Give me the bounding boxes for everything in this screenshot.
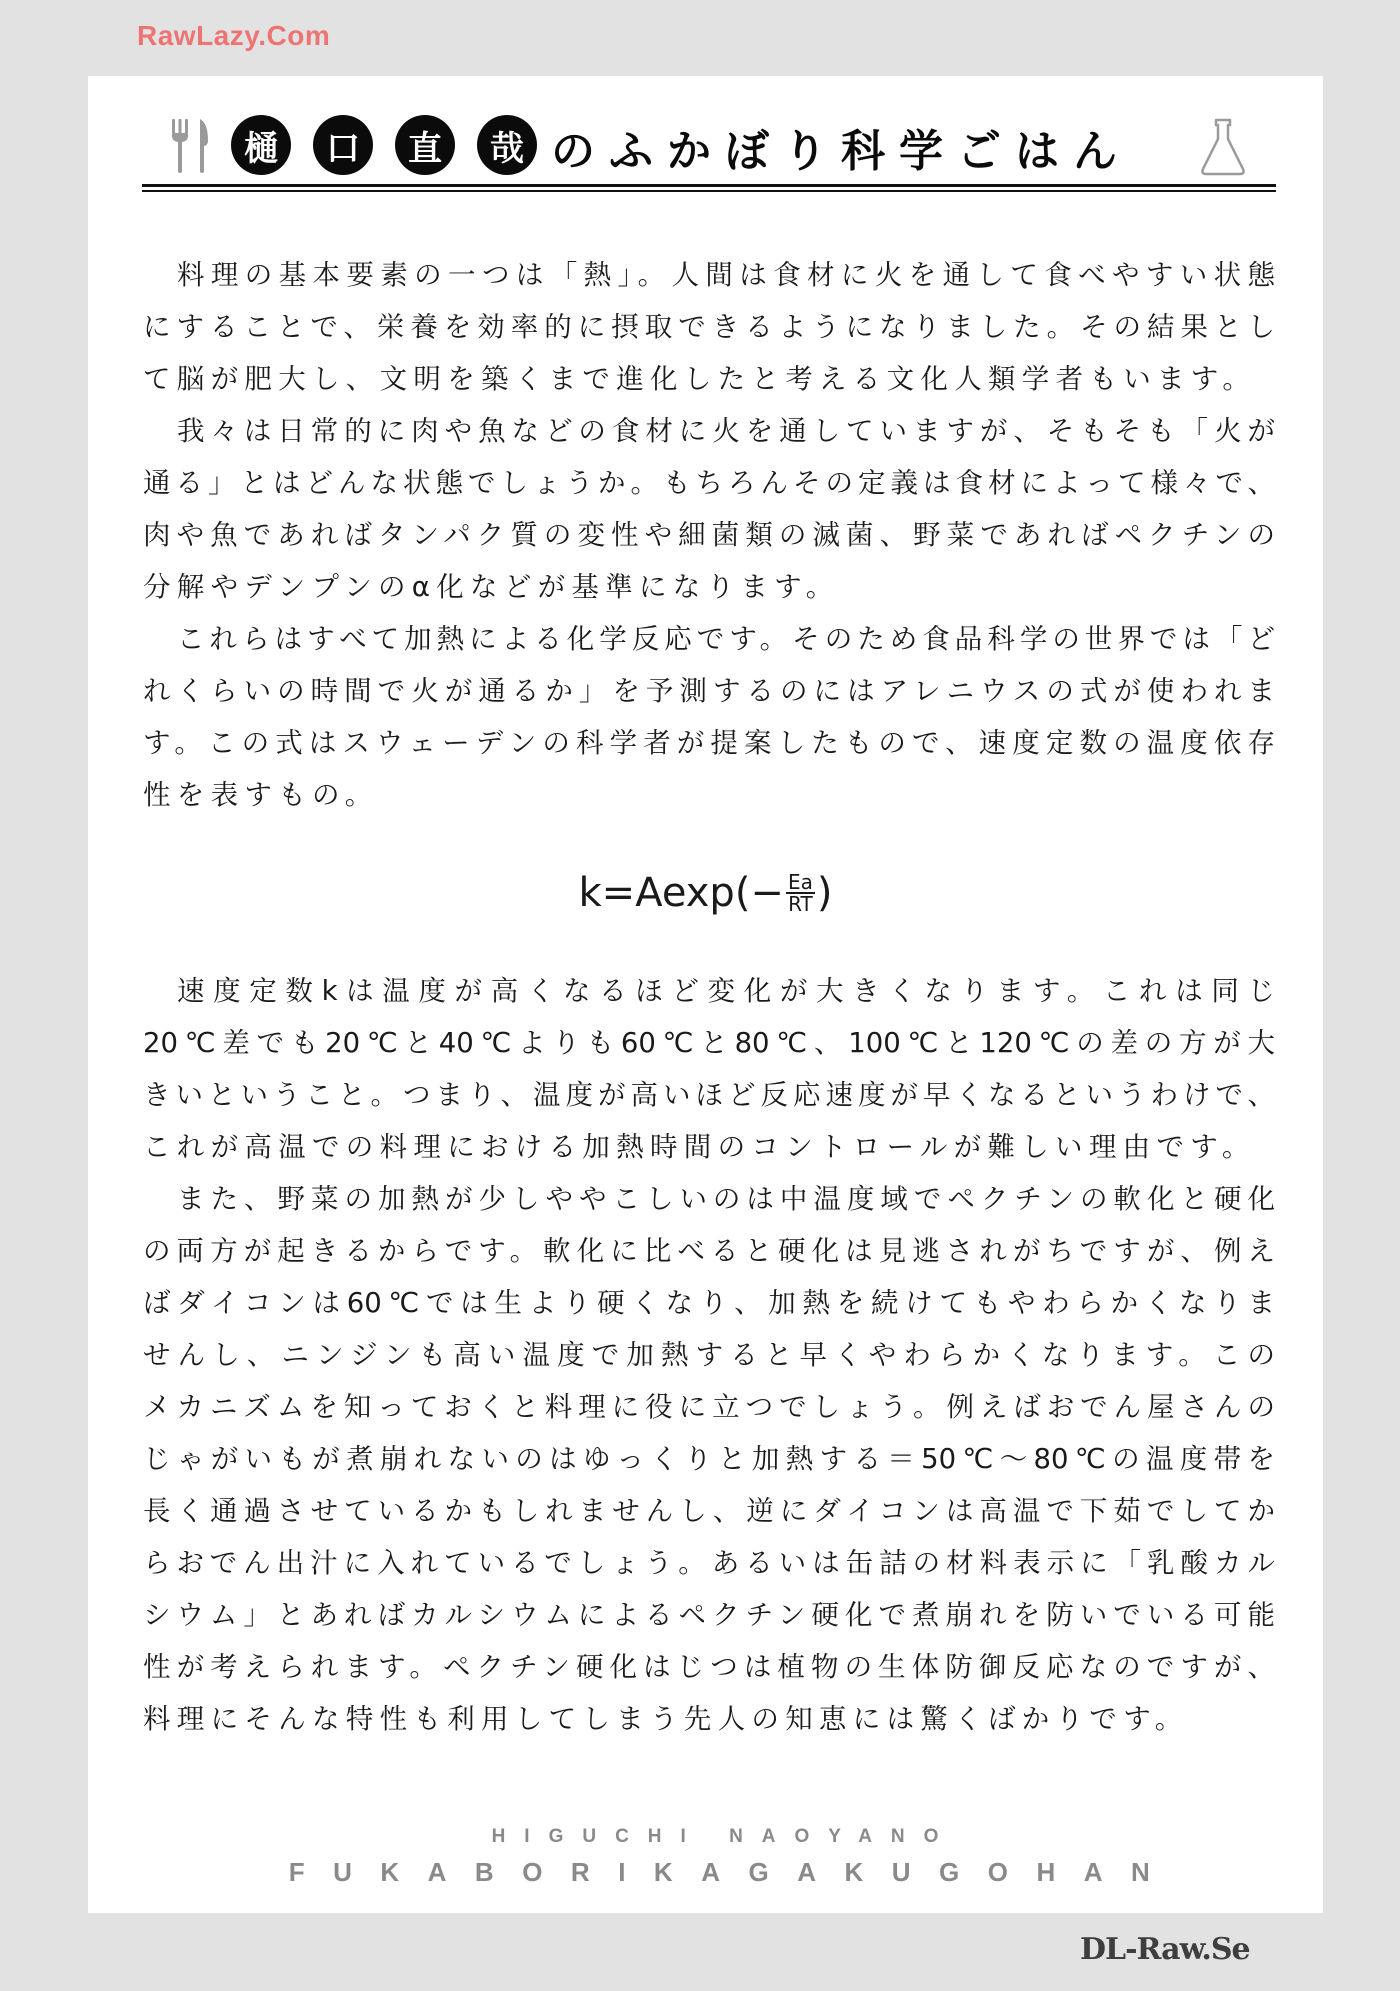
text-line: 我々は日常的に肉や魚などの食材に火を通していますが、そもそも「火が (177, 415, 1275, 447)
text-line: 分解やデンプンのα化などが基準になります。 (143, 571, 840, 603)
formula-fraction (786, 872, 815, 914)
flask-icon (1200, 118, 1246, 176)
text-line: じゃがいもが煮崩れないのはゆっくりと加熱する＝50℃〜80℃の温度帯を (143, 1443, 1275, 1475)
column-title: のふかぼり科学ごはん (551, 126, 1131, 177)
name-circle-3: 直 (395, 115, 455, 175)
footer-series-title: FUKABORIKAGAKUGOHAN (288, 1857, 1179, 1887)
text-line: 料理の基本要素の一つは「熱」。人間は食材に火を通して食べやすい状態 (177, 259, 1275, 291)
header-rule-top (142, 184, 1276, 187)
text-line: 性が考えられます。ペクチン硬化はじつは植物の生体防御反応なのですが、 (143, 1651, 1275, 1683)
text-line: て脳が肥大し、文明を築くまで進化したと考える文化人類学者もいます。 (143, 363, 1257, 395)
text-line: 20℃差でも20℃と40℃よりも60℃と80℃、100℃と120℃の差の方が大 (143, 1027, 1275, 1059)
formula-lhs: k=Aexp(− (578, 870, 784, 916)
text-line: きいということ。つまり、温度が高いほど反応速度が早くなるというわけで、 (143, 1079, 1275, 1111)
text-line: メカニズムを知っておくと料理に役に立つでしょう。例えばおでん屋さんの (143, 1391, 1275, 1423)
watermark-top: RawLazy.Com (137, 20, 331, 51)
fork-knife-icon (170, 119, 210, 173)
text-line: す。この式はスウェーデンの科学者が提案したもので、速度定数の温度依存 (143, 727, 1275, 759)
text-line: シウム」とあればカルシウムによるペクチン硬化で煮崩れを防いでいる可能 (143, 1599, 1275, 1631)
text-line: これが高温での料理における加熱時間のコントロールが難しい理由です。 (143, 1131, 1256, 1163)
text-line: れくらいの時間で火が通るか」を予測するのにはアレニウスの式が使われま (143, 675, 1275, 707)
formula-close: ) (816, 870, 833, 916)
name-circle-1: 樋 (231, 115, 291, 175)
text-line: 長く通過させているかもしれませんし、逆にダイコンは高温で下茹でしてか (143, 1495, 1275, 1527)
text-line: 速度定数kは温度が高くなるほど変化が大きくなります。これは同じ (177, 975, 1275, 1007)
text-line: ばダイコンは60℃では生より硬くなり、加熱を続けてもやわらかくなりま (143, 1287, 1275, 1319)
text-line: らおでん出汁に入れているでしょう。あるいは缶詰の材料表示に「乳酸カル (143, 1547, 1275, 1579)
text-line: せんし、ニンジンも高い温度で加熱すると早くやわらかくなります。この (143, 1339, 1275, 1371)
name-circle-2: 口 (313, 115, 373, 175)
name-circle-4: 哉 (477, 115, 537, 175)
article-section-1 (143, 249, 1275, 821)
arrhenius-formula (88, 863, 1323, 923)
text-line: 性を表すもの。 (143, 779, 379, 811)
text-line: 通る」とはどんな状態でしょうか。もちろんその定義は食材によって様々で、 (143, 467, 1275, 499)
watermark-bottom: DL-Raw.Se (1080, 1932, 1250, 1967)
header-rule-bottom (142, 190, 1276, 192)
formula-denominator: RT (788, 892, 813, 916)
text-line: これらはすべて加熱による化学反応です。そのため食品科学の世界では「ど (177, 623, 1275, 655)
text-line: 料理にそんな特性も利用してしまう先人の知恵には驚くばかりです。 (143, 1703, 1189, 1735)
text-line: の両方が起きるからです。軟化に比べると硬化は見逃されがちですが、例え (143, 1235, 1275, 1267)
footer-author: HIGUCHI NAOYANO (491, 1826, 958, 1847)
article-section-2 (143, 965, 1275, 1745)
column-header (88, 76, 1323, 206)
text-line: にすることで、栄養を効率的に摂取できるようになりました。その結果とし (143, 311, 1275, 343)
text-line: 肉や魚であればタンパク質の変性や細菌類の滅菌、野菜であればペクチンの (143, 519, 1275, 551)
article-page (88, 76, 1323, 1913)
text-line: また、野菜の加熱が少しややこしいのは中温度域でペクチンの軟化と硬化 (177, 1183, 1275, 1215)
formula-numerator: Ea (787, 870, 813, 894)
